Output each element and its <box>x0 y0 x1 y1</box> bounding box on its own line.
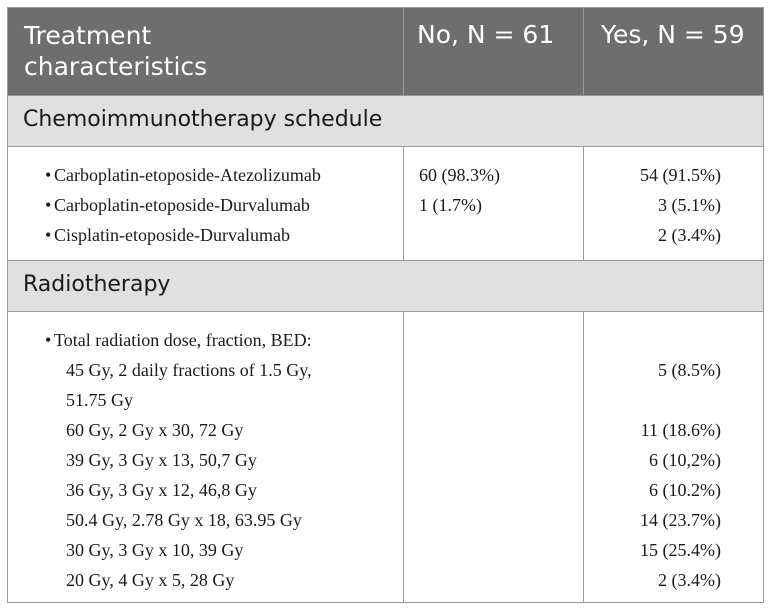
row-yes-value: 2 (3.4%) <box>658 570 721 590</box>
row-yes-value: 6 (10.2%) <box>649 480 721 500</box>
row-label: Carboplatin-etoposide-Durvalumab <box>54 195 310 215</box>
row-yes-value: 54 (91.5%) <box>640 165 721 185</box>
header-col1-line1: Treatment <box>24 21 152 50</box>
table-row <box>8 161 763 191</box>
row-yes-value: 5 (8.5%) <box>658 360 721 380</box>
table-row <box>8 506 763 536</box>
row-label: 51.75 Gy <box>66 390 133 410</box>
table-row <box>8 416 763 446</box>
row-yes-value: 3 (5.1%) <box>658 195 721 215</box>
row-no-value: 1 (1.7%) <box>419 195 482 215</box>
section-chemo-body <box>8 147 763 260</box>
bullet-icon: • <box>45 165 52 185</box>
table-row <box>8 566 763 596</box>
table-row <box>8 476 763 506</box>
bullet-icon: • <box>45 330 52 350</box>
section-chemoimmunotherapy-schedule: Chemoimmunotherapy schedule <box>8 95 763 147</box>
section-radiotherapy-body <box>8 312 763 602</box>
section-radiotherapy: Radiotherapy <box>8 260 763 312</box>
row-label: 36 Gy, 3 Gy x 12, 46,8 Gy <box>66 480 257 500</box>
row-label: 60 Gy, 2 Gy x 30, 72 Gy <box>66 420 244 440</box>
table-header <box>8 8 763 95</box>
row-label: 39 Gy, 3 Gy x 13, 50,7 Gy <box>66 450 257 470</box>
row-no-value: 60 (98.3%) <box>419 165 500 185</box>
row-label: 20 Gy, 4 Gy x 5, 28 Gy <box>66 570 235 590</box>
row-label: Total radiation dose, fraction, BED: <box>54 330 312 350</box>
row-yes-value: 2 (3.4%) <box>658 225 721 245</box>
bullet-icon: • <box>45 225 52 245</box>
row-label: Carboplatin-etoposide-Atezolizumab <box>54 165 321 185</box>
table-row <box>8 221 763 251</box>
row-label: Cisplatin-etoposide-Durvalumab <box>54 225 290 245</box>
table-row <box>8 446 763 476</box>
treatment-table <box>7 7 764 603</box>
row-yes-value: 14 (23.7%) <box>640 510 721 530</box>
table-row <box>8 536 763 566</box>
row-label: 45 Gy, 2 daily fractions of 1.5 Gy, <box>66 360 312 380</box>
header-yes-column: Yes, N = 59 <box>583 8 763 95</box>
bullet-icon: • <box>45 195 52 215</box>
header-col1-line2: characteristics <box>24 52 208 81</box>
row-label: 50.4 Gy, 2.78 Gy x 18, 63.95 Gy <box>66 510 302 530</box>
table-row <box>8 191 763 221</box>
row-label: 30 Gy, 3 Gy x 10, 39 Gy <box>66 540 244 560</box>
table-row <box>8 386 763 416</box>
row-yes-value: 6 (10,2%) <box>649 450 721 470</box>
header-treatment-characteristics <box>8 8 403 95</box>
table-row <box>8 356 763 386</box>
table-row <box>8 326 763 356</box>
header-no-column: No, N = 61 <box>403 8 583 95</box>
row-yes-value: 15 (25.4%) <box>640 540 721 560</box>
row-yes-value: 11 (18.6%) <box>640 420 721 440</box>
